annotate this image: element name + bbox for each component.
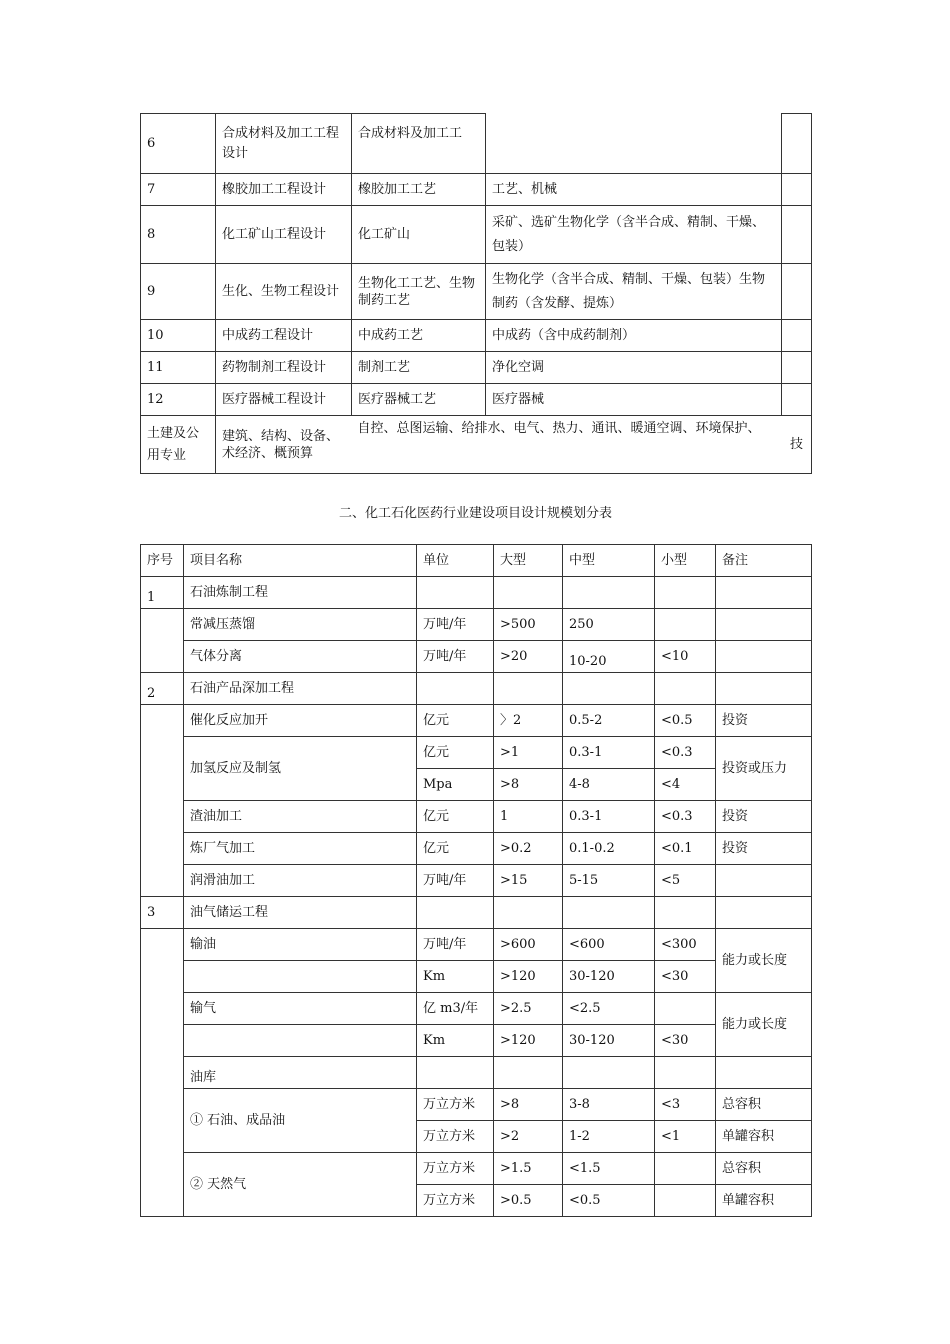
row-number: 2 bbox=[141, 673, 184, 705]
scope-cell: 净化空调 bbox=[486, 352, 782, 384]
item-name: 炼厂气加工 bbox=[184, 833, 417, 865]
large-value: >120 bbox=[494, 961, 563, 993]
small-value: <1 bbox=[655, 1121, 716, 1153]
scope-cell: 工艺、机械 bbox=[486, 174, 782, 206]
design-item-name: 生化、生物工程设计 bbox=[216, 264, 352, 320]
extra-cell bbox=[782, 174, 812, 206]
row-number: 3 bbox=[141, 897, 184, 929]
table-row bbox=[141, 705, 812, 737]
table-row bbox=[141, 737, 812, 769]
table-row bbox=[141, 416, 812, 474]
large-value: >8 bbox=[494, 769, 563, 801]
table-row bbox=[141, 114, 812, 174]
large-value: >2 bbox=[494, 1121, 563, 1153]
row-number-blank bbox=[141, 929, 184, 1217]
note: 投资 bbox=[716, 833, 812, 865]
unit: 亿元 bbox=[417, 801, 494, 833]
table-row bbox=[141, 961, 812, 993]
table-row bbox=[141, 1057, 812, 1089]
row-number: 7 bbox=[141, 174, 216, 206]
table-row bbox=[141, 352, 812, 384]
design-item-name: 医疗器械工程设计 bbox=[216, 384, 352, 416]
small-value: <0.1 bbox=[655, 833, 716, 865]
large-value: 〉2 bbox=[494, 705, 563, 737]
small-value bbox=[655, 1185, 716, 1217]
table-row bbox=[141, 609, 812, 641]
header-no: 序号 bbox=[141, 545, 184, 577]
table-row bbox=[141, 384, 812, 416]
note: 单罐容积 bbox=[716, 1121, 812, 1153]
medium-value: <2.5 bbox=[563, 993, 655, 1025]
item-name: 输油 bbox=[184, 929, 417, 961]
table-row bbox=[141, 1153, 812, 1185]
footer-text-1a: 建筑、结构、设备、 bbox=[222, 428, 340, 444]
item-name: ① 石油、成品油 bbox=[184, 1089, 417, 1153]
craft-name: 医疗器械工艺 bbox=[352, 384, 486, 416]
row-number: 11 bbox=[141, 352, 216, 384]
item-name: 气体分离 bbox=[184, 641, 417, 673]
footer-text-3: 技 bbox=[782, 416, 812, 474]
unit: 万吨/年 bbox=[417, 865, 494, 897]
medium-value: 0.3-1 bbox=[563, 801, 655, 833]
item-name: 催化反应加开 bbox=[184, 705, 417, 737]
table-row bbox=[141, 929, 812, 961]
design-item-name: 合成材料及加工工程设计 bbox=[216, 114, 352, 174]
item-name: 输气 bbox=[184, 993, 417, 1025]
design-item-name: 化工矿山工程设计 bbox=[216, 206, 352, 264]
note bbox=[716, 641, 812, 673]
medium-value: 30-120 bbox=[563, 1025, 655, 1057]
table-row bbox=[141, 320, 812, 352]
medium-value: 10-20 bbox=[563, 641, 655, 673]
scope-cell: 医疗器械 bbox=[486, 384, 782, 416]
item-name: 石油炼制工程 bbox=[184, 577, 417, 609]
table-row bbox=[141, 993, 812, 1025]
unit: 亿元 bbox=[417, 833, 494, 865]
note bbox=[716, 609, 812, 641]
large-value: >1 bbox=[494, 737, 563, 769]
unit: 万吨/年 bbox=[417, 929, 494, 961]
small-value: <300 bbox=[655, 929, 716, 961]
medium-value: <1.5 bbox=[563, 1153, 655, 1185]
header-medium: 中型 bbox=[563, 545, 655, 577]
medium-value: 4-8 bbox=[563, 769, 655, 801]
header-row bbox=[141, 545, 812, 577]
unit: 万立方米 bbox=[417, 1153, 494, 1185]
medium-value: 0.1-0.2 bbox=[563, 833, 655, 865]
table-row bbox=[141, 897, 812, 929]
small-value bbox=[655, 993, 716, 1025]
row-number: 12 bbox=[141, 384, 216, 416]
row-number: 9 bbox=[141, 264, 216, 320]
header-note: 备注 bbox=[716, 545, 812, 577]
medium-value: <0.5 bbox=[563, 1185, 655, 1217]
item-name: 油库 bbox=[184, 1057, 417, 1089]
item-name: ② 天然气 bbox=[184, 1153, 417, 1217]
extra-cell bbox=[782, 114, 812, 174]
craft-name: 制剂工艺 bbox=[352, 352, 486, 384]
unit: 万立方米 bbox=[417, 1185, 494, 1217]
header-name: 项目名称 bbox=[184, 545, 417, 577]
table-row bbox=[141, 1089, 812, 1121]
row-number: 10 bbox=[141, 320, 216, 352]
header-unit: 单位 bbox=[417, 545, 494, 577]
item-name: 常减压蒸馏 bbox=[184, 609, 417, 641]
large-value: >0.5 bbox=[494, 1185, 563, 1217]
medium-value: 0.5-2 bbox=[563, 705, 655, 737]
footer-text-1b: 术经济、概预算 bbox=[222, 445, 314, 461]
large-value: >2.5 bbox=[494, 993, 563, 1025]
footer-text-1 bbox=[216, 416, 352, 474]
item-name: 石油产品深加工程 bbox=[184, 673, 417, 705]
table-row bbox=[141, 264, 812, 320]
medium-value: 1-2 bbox=[563, 1121, 655, 1153]
large-value: >0.2 bbox=[494, 833, 563, 865]
small-value bbox=[655, 609, 716, 641]
large-value: >600 bbox=[494, 929, 563, 961]
table-row bbox=[141, 1025, 812, 1057]
table-row bbox=[141, 206, 812, 264]
note: 总容积 bbox=[716, 1153, 812, 1185]
design-item-name: 药物制剂工程设计 bbox=[216, 352, 352, 384]
extra-cell bbox=[782, 352, 812, 384]
extra-cell bbox=[782, 384, 812, 416]
row-number-blank bbox=[141, 705, 184, 897]
medium-value: <600 bbox=[563, 929, 655, 961]
small-value: <5 bbox=[655, 865, 716, 897]
design-item-name: 橡胶加工工程设计 bbox=[216, 174, 352, 206]
large-value: >120 bbox=[494, 1025, 563, 1057]
unit: 万立方米 bbox=[417, 1121, 494, 1153]
medium-value: 3-8 bbox=[563, 1089, 655, 1121]
scope-cell: 采矿、选矿生物化学（含半合成、精制、干燥、包装） bbox=[486, 206, 782, 264]
small-value: <30 bbox=[655, 1025, 716, 1057]
craft-name: 合成材料及加工工 bbox=[352, 114, 486, 174]
craft-name: 化工矿山 bbox=[352, 206, 486, 264]
note: 总容积 bbox=[716, 1089, 812, 1121]
large-value: >1.5 bbox=[494, 1153, 563, 1185]
unit: Mpa bbox=[417, 769, 494, 801]
medium-value: 30-120 bbox=[563, 961, 655, 993]
unit: 万吨/年 bbox=[417, 609, 494, 641]
unit: 亿元 bbox=[417, 737, 494, 769]
table-row bbox=[141, 801, 812, 833]
footer-text-2: 自控、总图运输、给排水、电气、热力、通讯、暖通空调、环境保护、 bbox=[352, 416, 782, 474]
small-value: <0.3 bbox=[655, 801, 716, 833]
header-small: 小型 bbox=[655, 545, 716, 577]
unit: Km bbox=[417, 1025, 494, 1057]
scope-cell bbox=[486, 114, 782, 174]
row-number-blank bbox=[141, 609, 184, 673]
large-value: >15 bbox=[494, 865, 563, 897]
design-scope-table bbox=[140, 113, 812, 474]
unit: 亿元 bbox=[417, 705, 494, 737]
table-row bbox=[141, 833, 812, 865]
small-value: <3 bbox=[655, 1089, 716, 1121]
medium-value: 250 bbox=[563, 609, 655, 641]
item-name: 加氢反应及制氢 bbox=[184, 737, 417, 801]
row-number: 1 bbox=[141, 577, 184, 609]
large-value: >500 bbox=[494, 609, 563, 641]
table-row bbox=[141, 865, 812, 897]
note: 投资或压力 bbox=[716, 737, 812, 801]
small-value: <0.5 bbox=[655, 705, 716, 737]
unit: 亿 m3/年 bbox=[417, 993, 494, 1025]
note: 投资 bbox=[716, 705, 812, 737]
design-item-name: 中成药工程设计 bbox=[216, 320, 352, 352]
scope-cell: 中成药（含中成药制剂） bbox=[486, 320, 782, 352]
header-large: 大型 bbox=[494, 545, 563, 577]
footer-label: 土建及公用专业 bbox=[141, 416, 216, 474]
large-value: 1 bbox=[494, 801, 563, 833]
extra-cell bbox=[782, 264, 812, 320]
table-row bbox=[141, 577, 812, 609]
small-value bbox=[655, 1153, 716, 1185]
note: 单罐容积 bbox=[716, 1185, 812, 1217]
medium-value: 0.3-1 bbox=[563, 737, 655, 769]
row-number: 8 bbox=[141, 206, 216, 264]
scale-classification-table bbox=[140, 544, 812, 1217]
extra-cell bbox=[782, 320, 812, 352]
note: 投资 bbox=[716, 801, 812, 833]
table-caption: 二、化工石化医药行业建设项目设计规模划分表 bbox=[338, 506, 612, 521]
unit: 万立方米 bbox=[417, 1089, 494, 1121]
medium-value: 5-15 bbox=[563, 865, 655, 897]
craft-name: 中成药工艺 bbox=[352, 320, 486, 352]
note: 能力或长度 bbox=[716, 929, 812, 993]
small-value: <30 bbox=[655, 961, 716, 993]
craft-name: 橡胶加工工艺 bbox=[352, 174, 486, 206]
table-row bbox=[141, 641, 812, 673]
unit: 万吨/年 bbox=[417, 641, 494, 673]
craft-name: 生物化工工艺、生物制药工艺 bbox=[352, 264, 486, 320]
small-value: <0.3 bbox=[655, 737, 716, 769]
item-name: 润滑油加工 bbox=[184, 865, 417, 897]
note: 能力或长度 bbox=[716, 993, 812, 1057]
small-value: <4 bbox=[655, 769, 716, 801]
note bbox=[716, 865, 812, 897]
table-row bbox=[141, 673, 812, 705]
unit: Km bbox=[417, 961, 494, 993]
item-name: 渣油加工 bbox=[184, 801, 417, 833]
row-number: 6 bbox=[141, 114, 216, 174]
table-row bbox=[141, 174, 812, 206]
small-value: <10 bbox=[655, 641, 716, 673]
scope-cell: 生物化学（含半合成、精制、干燥、包装）生物制药（含发酵、提炼） bbox=[486, 264, 782, 320]
extra-cell bbox=[782, 206, 812, 264]
large-value: >20 bbox=[494, 641, 563, 673]
large-value: >8 bbox=[494, 1089, 563, 1121]
item-name: 油气储运工程 bbox=[184, 897, 417, 929]
